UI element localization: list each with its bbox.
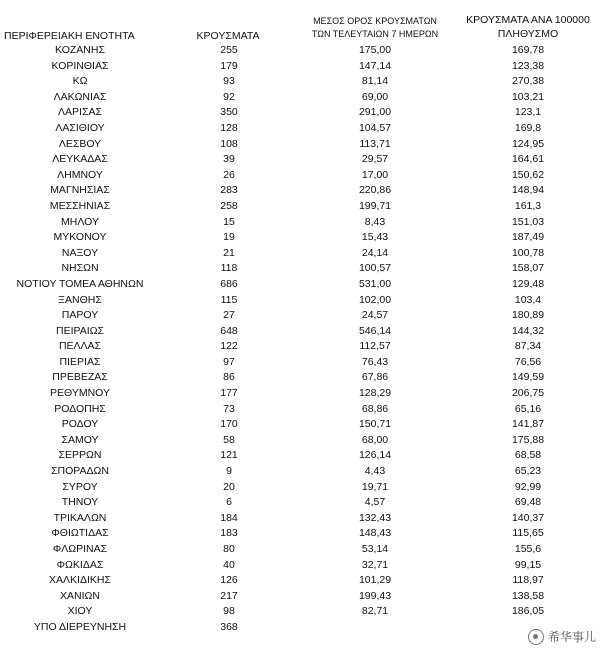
cell-cases: 98 [223, 605, 235, 618]
cell-avg: 102,00 [358, 293, 392, 306]
cell-region: ΛΑΣΙΘΙΟΥ [55, 121, 105, 134]
cell-cases: 118 [220, 262, 238, 275]
table-row [0, 59, 605, 75]
cell-per100k: 115,65 [512, 527, 544, 540]
cell-per100k: 149,59 [511, 371, 545, 384]
header-region: ΠΕΡΙΦΕΡΕΙΑΚΗ ΕΝΟΤΗΤΑ [4, 30, 135, 42]
cell-region: ΚΟΖΑΝΗΣ [55, 44, 105, 56]
cell-avg: 19,71 [361, 480, 389, 493]
cell-cases: 177 [220, 387, 238, 400]
table-row [0, 308, 605, 324]
cell-cases: 217 [220, 589, 238, 602]
cell-avg: 546,14 [358, 324, 392, 337]
cell-per100k: 99,15 [514, 558, 542, 571]
watermark-text: 希华事儿 [547, 630, 596, 644]
table-row [0, 620, 605, 636]
table-row [0, 511, 605, 527]
cell-avg: 531,00 [358, 277, 392, 290]
cell-cases: 108 [220, 137, 238, 150]
cell-region: ΣΥΡΟΥ [62, 480, 98, 493]
table-row [0, 386, 605, 402]
cell-per100k: 180,89 [511, 309, 545, 322]
table-row [0, 417, 605, 433]
cell-avg: 8,43 [364, 215, 386, 228]
cell-region: ΜΥΚΟΝΟΥ [53, 231, 107, 244]
cell-region: ΠΕΙΡΑΙΩΣ [56, 324, 104, 337]
table-row [0, 464, 605, 480]
cell-cases: 184 [220, 511, 238, 524]
header-avg [300, 15, 450, 41]
cell-cases: 648 [220, 324, 238, 337]
cell-per100k: 148,94 [511, 184, 545, 197]
wechat-logo-icon [528, 629, 544, 645]
cell-region: ΧΑΛΚΙΔΙΚΗΣ [49, 574, 111, 587]
cell-region: ΛΕΣΒΟΥ [58, 137, 102, 150]
table-row [0, 370, 605, 386]
cell-per100k: 68,58 [514, 449, 542, 462]
cell-cases: 97 [223, 355, 235, 368]
table-body [0, 43, 605, 636]
cell-cases: 6 [226, 496, 232, 509]
cell-cases: 9 [226, 465, 232, 478]
cell-cases: 255 [220, 44, 238, 56]
header-avg-line1: ΜΕΣΟΣ ΟΡΟΣ ΚΡΟΥΣΜΑΤΩΝ [313, 16, 437, 26]
cell-cases: 93 [223, 75, 235, 88]
cell-cases: 368 [220, 620, 238, 633]
cell-per100k: 270,38 [511, 75, 545, 88]
cell-avg: 69,00 [361, 90, 389, 103]
cell-avg: 68,00 [361, 433, 389, 446]
cell-per100k: 103,4 [514, 293, 542, 306]
cell-per100k: 175,88 [511, 433, 545, 446]
cell-region: ΛΕΥΚΑΔΑΣ [52, 153, 108, 166]
cell-cases: 80 [223, 543, 235, 555]
cell-cases: 58 [223, 433, 235, 446]
cell-cases: 27 [223, 309, 235, 322]
cell-avg: 24,14 [361, 246, 389, 259]
cell-cases: 39 [223, 153, 235, 166]
cell-region: ΞΑΝΘΗΣ [58, 293, 102, 306]
cell-cases: 86 [223, 371, 235, 384]
cell-region: ΠΑΡΟΥ [61, 309, 99, 322]
cell-per100k: 155,6 [514, 543, 542, 555]
cell-per100k: 123,38 [511, 59, 545, 72]
watermark [525, 627, 599, 646]
cell-region: ΡΟΔΟΠΗΣ [54, 402, 106, 415]
cell-region: ΜΗΛΟΥ [61, 215, 99, 228]
cell-avg: 101,29 [358, 574, 392, 587]
cell-per100k: 103,21 [511, 90, 545, 103]
cell-region: ΣΑΜΟΥ [61, 433, 99, 446]
cell-per100k: 124,95 [511, 137, 545, 150]
table-row [0, 74, 605, 90]
cell-avg: 100,57 [358, 262, 392, 275]
cell-per100k: 206,75 [511, 387, 545, 400]
table-row [0, 230, 605, 246]
table-row [0, 433, 605, 449]
cell-avg: 199,71 [358, 199, 392, 212]
cell-region: ΚΩ [72, 75, 88, 88]
cell-cases: 179 [220, 59, 238, 72]
cell-avg: 291,00 [358, 106, 392, 119]
header-cases: ΚΡΟΥΣΜΑΤΑ [196, 30, 260, 42]
cell-avg: 53,14 [361, 543, 389, 555]
table-row [0, 573, 605, 589]
cell-avg: 17,00 [361, 168, 389, 181]
cell-avg: 126,14 [358, 449, 392, 462]
cell-per100k: 118,97 [512, 574, 544, 587]
cell-per100k: 150,62 [511, 168, 545, 181]
cell-region: ΣΕΡΡΩΝ [58, 449, 102, 462]
cell-region: ΡΟΔΟΥ [61, 418, 99, 431]
cell-avg: 150,71 [358, 418, 392, 431]
cell-region: ΧΑΝΙΩΝ [60, 589, 100, 602]
cell-per100k: 186,05 [511, 605, 545, 618]
cell-avg: 24,57 [361, 309, 389, 322]
cell-region: ΛΗΜΝΟΥ [57, 168, 103, 181]
cell-region: ΠΙΕΡΙΑΣ [59, 355, 101, 368]
table-header [0, 0, 605, 44]
cell-region: ΥΠΟ ΔΙΕΡΕΥΝΗΣΗ [33, 620, 127, 633]
cell-cases: 15 [223, 215, 235, 228]
cell-per100k: 151,03 [511, 215, 545, 228]
cell-region: ΚΟΡΙΝΘΙΑΣ [51, 59, 109, 72]
table-row [0, 199, 605, 215]
cell-avg: 32,71 [361, 558, 389, 571]
cell-cases: 283 [220, 184, 238, 197]
cell-cases: 170 [220, 418, 238, 431]
table-row [0, 339, 605, 355]
cell-region: ΛΑΡΙΣΑΣ [58, 106, 102, 119]
cell-avg: 132,43 [358, 511, 392, 524]
table-row [0, 480, 605, 496]
cell-per100k: 169,8 [514, 121, 542, 134]
cell-per100k: 87,34 [514, 340, 542, 353]
cell-cases: 73 [223, 402, 235, 415]
cell-region: ΠΕΛΛΑΣ [58, 340, 102, 353]
cell-avg: 147,14 [358, 59, 392, 72]
cell-region: ΠΡΕΒΕΖΑΣ [52, 371, 108, 384]
cell-avg: 82,71 [361, 605, 389, 618]
cell-avg: 112,57 [359, 340, 391, 353]
cell-cases: 183 [220, 527, 238, 540]
cell-avg: 104,57 [358, 121, 392, 134]
cell-cases: 115 [220, 293, 238, 306]
table-row [0, 261, 605, 277]
cell-avg: 67,86 [361, 371, 389, 384]
table-row [0, 90, 605, 106]
cell-per100k: 100,78 [511, 246, 545, 259]
cell-cases: 121 [220, 449, 238, 462]
cell-region: ΦΛΩΡΙΝΑΣ [52, 543, 108, 555]
cell-per100k: 65,16 [514, 402, 542, 415]
cell-cases: 92 [223, 90, 235, 103]
cell-cases: 20 [223, 480, 235, 493]
cell-per100k: 161,3 [514, 199, 542, 212]
cell-region: ΤΡΙΚΑΛΩΝ [53, 511, 107, 524]
table-row [0, 246, 605, 262]
table-row [0, 121, 605, 137]
table-row [0, 215, 605, 231]
cell-avg: 128,29 [358, 387, 392, 400]
cell-avg: 15,43 [361, 231, 389, 244]
cell-cases: 19 [223, 231, 235, 244]
cell-cases: 350 [220, 106, 238, 119]
cell-avg: 29,57 [361, 153, 389, 166]
cell-per100k: 123,1 [514, 106, 542, 119]
cell-region: ΝΗΣΩΝ [61, 262, 99, 275]
cell-cases: 686 [220, 277, 238, 290]
cell-avg: 76,43 [361, 355, 389, 368]
cell-cases: 21 [223, 246, 235, 259]
table-row [0, 542, 605, 558]
header-per100k [448, 13, 605, 41]
table-row [0, 355, 605, 371]
cell-avg: 199,43 [358, 589, 392, 602]
cell-avg: 175,00 [358, 44, 392, 56]
table-row [0, 43, 605, 59]
table-row [0, 152, 605, 168]
table-row [0, 277, 605, 293]
header-per100k-line2: ΠΛΗΘΥΣΜΟ [497, 28, 559, 40]
table-row [0, 589, 605, 605]
cell-region: ΤΗΝΟΥ [61, 496, 99, 509]
table-row [0, 526, 605, 542]
cell-cases: 128 [220, 121, 238, 134]
table-row [0, 137, 605, 153]
cell-avg: 4,57 [364, 496, 386, 509]
cell-per100k: 76,56 [514, 355, 542, 368]
cell-cases: 26 [223, 168, 235, 181]
cell-per100k: 140,37 [511, 511, 545, 524]
cell-avg: 220,86 [358, 184, 392, 197]
table-row [0, 168, 605, 184]
cell-region: ΝΟΤΙΟΥ ΤΟΜΕΑ ΑΘΗΝΩΝ [16, 277, 144, 290]
cell-cases: 40 [223, 558, 235, 571]
header-avg-line2: ΤΩΝ ΤΕΛΕΥΤΑΙΩΝ 7 ΗΜΕΡΩΝ [311, 29, 439, 39]
cell-region: ΛΑΚΩΝΙΑΣ [53, 90, 107, 103]
cell-per100k: 187,49 [511, 231, 545, 244]
table-row [0, 183, 605, 199]
cell-per100k: 158,07 [511, 262, 545, 275]
table-row [0, 558, 605, 574]
table-row [0, 495, 605, 511]
cell-region: ΡΕΘΥΜΝΟΥ [49, 387, 110, 400]
cell-cases: 122 [220, 340, 238, 353]
cell-region: ΦΩΚΙΔΑΣ [56, 558, 104, 571]
cell-avg: 4,43 [364, 465, 386, 478]
cell-avg: 113,71 [359, 137, 391, 150]
cell-region: ΣΠΟΡΑΔΩΝ [51, 465, 109, 478]
cell-per100k: 169,78 [511, 44, 545, 56]
table-row [0, 448, 605, 464]
cell-region: ΧΙΟΥ [67, 605, 93, 618]
header-per100k-line1: ΚΡΟΥΣΜΑΤΑ ΑΝΑ 100000 [466, 14, 590, 26]
cell-per100k: 138,58 [511, 589, 545, 602]
table-row [0, 293, 605, 309]
cell-avg: 81,14 [361, 75, 389, 88]
cell-per100k: 69,48 [514, 496, 542, 509]
table-row [0, 105, 605, 121]
cell-per100k: 65,23 [514, 465, 542, 478]
cell-per100k: 92,99 [514, 480, 542, 493]
cell-region: ΜΑΓΝΗΣΙΑΣ [50, 184, 110, 197]
cell-region: ΝΑΞΟΥ [61, 246, 99, 259]
cell-avg: 148,43 [358, 527, 392, 540]
cell-per100k: 141,87 [511, 418, 545, 431]
table-row [0, 324, 605, 340]
cell-per100k: 164,61 [511, 153, 545, 166]
cell-region: ΜΕΣΣΗΝΙΑΣ [49, 199, 111, 212]
cell-per100k: 144,32 [511, 324, 545, 337]
table-row [0, 604, 605, 620]
cell-avg: 68,86 [361, 402, 389, 415]
cell-per100k: 129,48 [511, 277, 545, 290]
cell-region: ΦΘΙΩΤΙΔΑΣ [51, 527, 109, 540]
cell-cases: 258 [220, 199, 238, 212]
table-row [0, 402, 605, 418]
cell-cases: 126 [220, 574, 238, 587]
